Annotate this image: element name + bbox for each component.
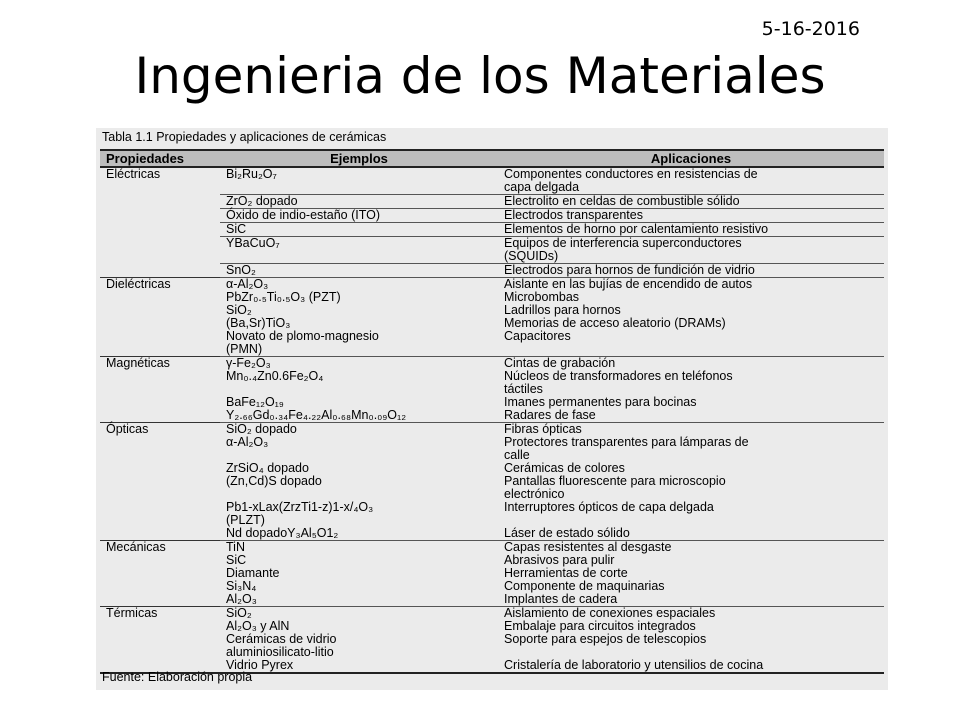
cell-application: Electrodos para hornos de fundición de vidrio bbox=[498, 264, 884, 278]
table-source: Fuente: Elaboración propia bbox=[102, 670, 253, 684]
cell-example: SiC bbox=[220, 223, 498, 237]
ceramics-table-image bbox=[96, 128, 888, 690]
cell-example: α-Al₂O₃ PbZr₀.₅Ti₀.₅O₃ (PZT) SiO₂ (Ba,Sr)TiO₃ Novato de plomo-magnesio (PMN) bbox=[220, 278, 498, 357]
slide-title: Ingenieria de los Materiales bbox=[134, 47, 826, 105]
cell-application: Capas resistentes al desgaste Abrasivos para pulir Herramientas de corte Componente de maquinarias Implantes de cadera bbox=[498, 541, 884, 607]
cell-example: SiO₂ Al₂O₃ y AlN Cerámicas de vidrio aluminiosilicato-litio Vidrio Pyrex bbox=[220, 607, 498, 674]
cell-example: SiO₂ dopado α-Al₂O₃ ZrSiO₄ dopado (Zn,Cd)S dopado Pb1-xLax(ZrzTi1-z)1-x/₄O₃ (PLZT) Nd dopadoY₃Al₅O1₂ bbox=[220, 423, 498, 541]
table-row bbox=[100, 541, 884, 607]
cell-property bbox=[100, 195, 220, 209]
cell-application: Electrodos transparentes bbox=[498, 209, 884, 223]
table-row bbox=[100, 278, 884, 357]
cell-example: SnO₂ bbox=[220, 264, 498, 278]
cell-property bbox=[100, 209, 220, 223]
cell-property bbox=[100, 237, 220, 264]
properties-table bbox=[100, 149, 884, 674]
cell-property: Eléctricas bbox=[100, 167, 220, 195]
cell-example: γ-Fe₂O₃ Mn₀.₄Zn0.6Fe₂O₄ BaFe₁₂O₁₉ Y₂.₆₆Gd₀.₃₄Fe₄.₂₂Al₀.₆₈Mn₀.₀₉O₁₂ bbox=[220, 357, 498, 423]
table-header-row bbox=[100, 150, 884, 167]
cell-example: TiN SiC Diamante Si₃N₄ Al₂O₃ bbox=[220, 541, 498, 607]
cell-property bbox=[100, 223, 220, 237]
table-caption: Tabla 1.1 Propiedades y aplicaciones de cerámicas bbox=[102, 130, 387, 144]
cell-application: Cintas de grabación Núcleos de transformadores en teléfonos táctiles Imanes permanentes para bocinas Radares de fase bbox=[498, 357, 884, 423]
cell-application: Elementos de horno por calentamiento resistivo bbox=[498, 223, 884, 237]
cell-example: Óxido de indio-estaño (ITO) bbox=[220, 209, 498, 223]
cell-application: Componentes conductores en resistencias de capa delgada bbox=[498, 167, 884, 195]
table-row bbox=[100, 195, 884, 209]
column-header-applications: Aplicaciones bbox=[498, 150, 884, 167]
cell-property: Magnéticas bbox=[100, 357, 220, 423]
cell-property: Térmicas bbox=[100, 607, 220, 674]
table-row bbox=[100, 237, 884, 264]
table-row bbox=[100, 607, 884, 674]
table-row bbox=[100, 209, 884, 223]
cell-application: Aislamiento de conexiones espaciales Embalaje para circuitos integrados Soporte para espejos de telescopios Cristalería de laboratorio y utensilios de cocina bbox=[498, 607, 884, 674]
cell-property: Ópticas bbox=[100, 423, 220, 541]
table-row bbox=[100, 357, 884, 423]
table-row bbox=[100, 167, 884, 195]
cell-property: Dieléctricas bbox=[100, 278, 220, 357]
cell-example: YBaCuO₇ bbox=[220, 237, 498, 264]
table-row bbox=[100, 223, 884, 237]
column-header-examples: Ejemplos bbox=[220, 150, 498, 167]
cell-example: ZrO₂ dopado bbox=[220, 195, 498, 209]
cell-application: Aislante en las bujías de encendido de autos Microbombas Ladrillos para hornos Memorias de acceso aleatorio (DRAMs) Capacitores bbox=[498, 278, 884, 357]
cell-example: Bi₂Ru₂O₇ bbox=[220, 167, 498, 195]
slide-date: 5-16-2016 bbox=[761, 18, 860, 40]
cell-property: Mecánicas bbox=[100, 541, 220, 607]
cell-property bbox=[100, 264, 220, 278]
table-row bbox=[100, 423, 884, 541]
column-header-properties: Propiedades bbox=[100, 150, 220, 167]
cell-application: Electrolito en celdas de combustible sólido bbox=[498, 195, 884, 209]
table-row bbox=[100, 264, 884, 278]
cell-application: Fibras ópticas Protectores transparentes para lámparas de calle Cerámicas de colores Pantallas fluorescente para microscopio electrónico Interruptores ópticos de capa delgada Láser de estado sólido bbox=[498, 423, 884, 541]
cell-application: Equipos de interferencia superconductores (SQUIDs) bbox=[498, 237, 884, 264]
